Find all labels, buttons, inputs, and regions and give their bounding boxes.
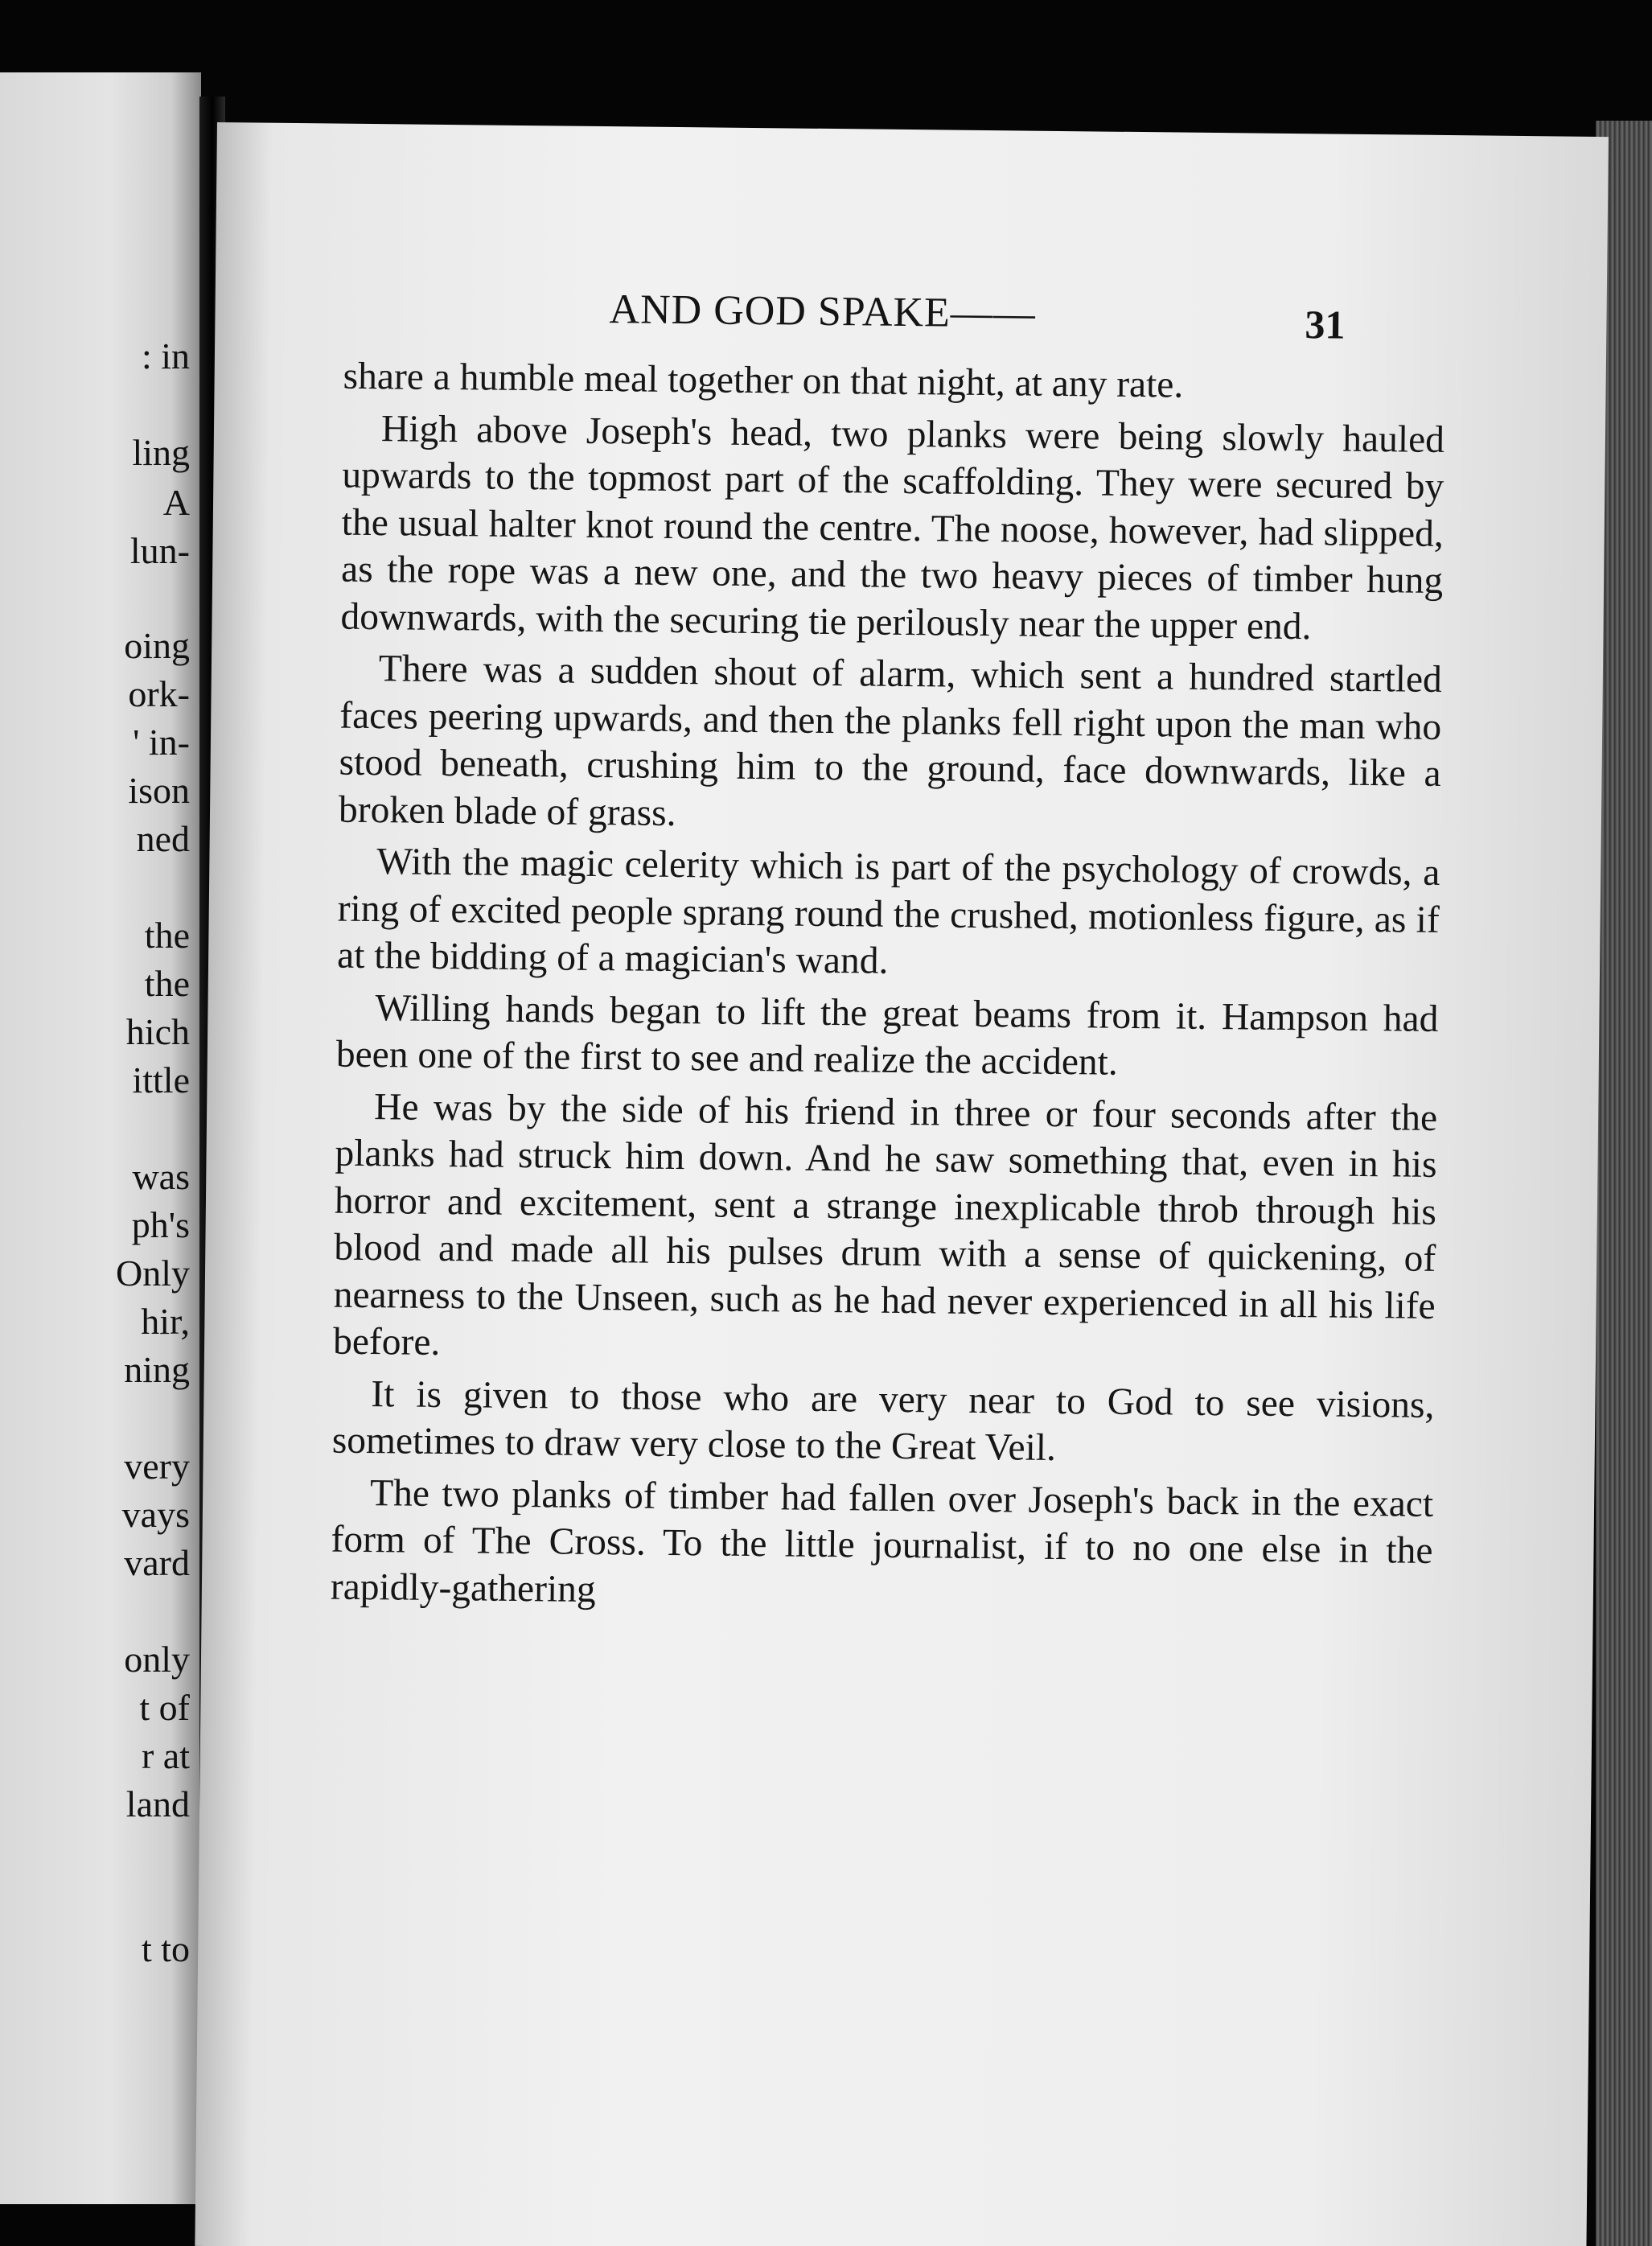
left-fragment: was [132,1156,190,1197]
left-fragment: the [144,963,190,1004]
paragraph: There was a sudden shout of alarm, which sent a hundred startled faces peering upwards, and then the planks fell right upon the man who stood beneath, crushing him to the ground, face downwards, like a broken blade of grass. [338,648,1443,834]
paragraph: With the magic celerity which is part of the psychology of crowds, a ring of excited people sprang round the crushed, motionless figure, as if at the bidding of a magician's wand. [336,841,1440,982]
paragraph: Willing hands began to lift the great beams from it. Hampson had been one of the first to see and realize the accident. [335,986,1439,1084]
left-fragment: r at [141,1735,190,1776]
left-fragment: land [125,1783,190,1824]
left-fragment: the [144,915,190,956]
paragraph: It is given to those who are very near to God to see visions, sometimes to draw very close to the Great Veil. [331,1372,1435,1470]
left-fragment: only [124,1639,190,1680]
left-fragment: Only [116,1253,190,1294]
left-fragment: : in [141,335,190,376]
left-fragment: ork- [128,673,190,714]
paragraph: He was by the side of his friend in three or four seconds after the planks had struck him down. And he saw something that, even in his horror and excitement, sent a strange inexplicable throb through his blood and made all his pulses drum with a sense of quickening, of nearness to the Unseen, such as he had never experienced in all his life before. [332,1085,1438,1364]
body-text [331,353,1445,1627]
left-fragment: ning [124,1349,190,1390]
left-fragment: vays [121,1494,190,1535]
left-fragment: lun- [129,530,190,571]
left-fragment: ling [132,432,190,473]
page-header [215,282,1607,360]
left-fragment: t of [139,1687,190,1728]
paragraph: The two planks of timber had fallen over Joseph's back in the exact form of The Cross. To the little journalist, if to no one else in the rapidly-gathering [330,1471,1434,1610]
left-fragment: hich [125,1011,190,1052]
left-fragment: ison [128,770,190,811]
left-fragment: ittle [132,1059,190,1100]
left-fragment: vard [124,1542,190,1583]
left-fragment: ph's [131,1204,190,1245]
page-number: 31 [1305,302,1346,348]
left-fragment: hir, [141,1301,190,1342]
paragraph: share a humble meal together on that night, at any rate. [343,355,1184,406]
left-fragment: ' in- [133,722,190,763]
left-fragment: t to [141,1928,190,1969]
left-fragment: A [162,482,190,523]
right-page [195,122,1609,2246]
paragraph: High above Joseph's head, two planks were being slowly hauled upwards to the topmost part of the scaffolding. They were secured by the usual halter knot round the centre. The noose, however, had slipped, as the rope was a new one, and the two heavy pieces of timber hung downwards, with the securing tie perilously near the upper end. [340,407,1445,648]
left-fragment: very [124,1446,190,1487]
left-fragment: oing [124,625,190,666]
left-fragment: ned [136,818,190,859]
running-head: AND GOD SPAKE—— [609,286,1037,337]
left-facing-page [0,72,201,2204]
